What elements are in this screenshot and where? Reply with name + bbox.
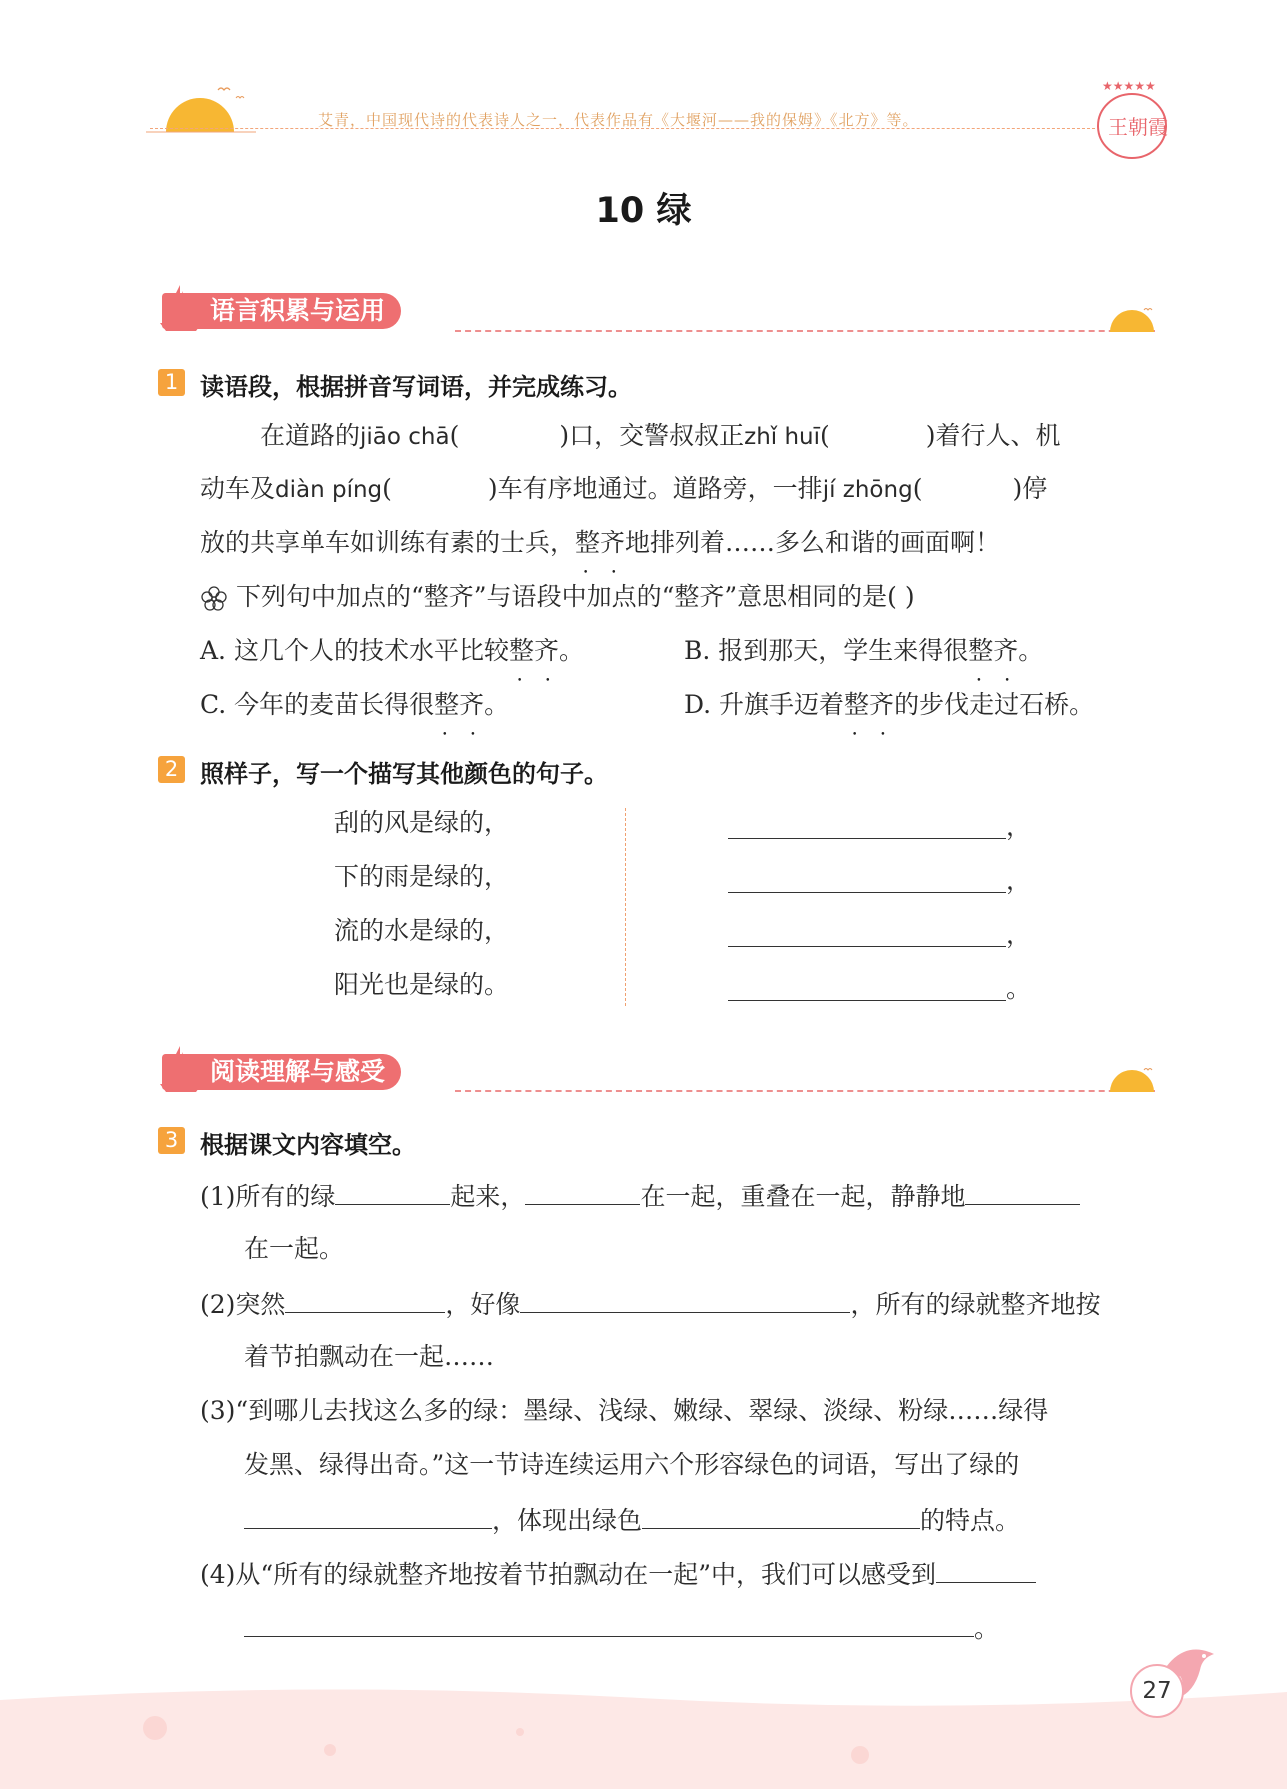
small-sun-icon [1104, 302, 1162, 336]
fill-item-1-cont: 在一起。 [244, 1234, 345, 1263]
svg-text:王朝霞: 王朝霞 [1108, 115, 1168, 139]
answer-punct: ， [1006, 866, 1032, 895]
answer-blank[interactable] [525, 1178, 640, 1205]
question-title: 根据课文内容填空。 [200, 1131, 416, 1159]
svg-text:★★★★★: ★★★★★ [1102, 79, 1156, 93]
option-a[interactable]: A. 这几个人的技术水平比较整齐 • •。 [200, 634, 584, 668]
answer-blank[interactable] [936, 1556, 1036, 1583]
paragraph-line-3: 放的共享单车如训练有素的士兵，整齐 • •地排列着……多么和谐的画面啊！ [200, 526, 1000, 560]
emphasis-word: 整齐 • • [575, 528, 625, 557]
option-c[interactable]: C. 今年的麦苗长得很整齐 • •。 [200, 688, 509, 722]
fill-item-3-cont: 发黑、绿得出奇。”这一节诗连续运用六个形容绿色的词语，写出了绿的 [244, 1450, 1020, 1479]
answer-punct: ， [1006, 812, 1032, 841]
small-sun-icon [1104, 1062, 1162, 1096]
paragraph-line-2: 动车及diàn píng( )车有序地通过。道路旁，一排jí zhōng( )停 [200, 474, 1048, 503]
sub-question: 下列句中加点的“整齐”与语段中加点的“整齐”意思相同的是( ) [236, 582, 915, 611]
teacher-seal-logo [1092, 78, 1172, 168]
paragraph-line-1: 在道路的jiāo chā( )口，交警叔叔正zhǐ huī( )着行人、机 [260, 421, 1061, 450]
section-banner-reading: 阅读理解与感受 [162, 1054, 401, 1090]
answer-blank[interactable] [244, 1502, 492, 1529]
lesson-title: 10 绿 [595, 191, 692, 231]
question-title: 读语段，根据拼音写词语，并完成练习。 [200, 373, 632, 401]
sunset-decoration [138, 78, 258, 138]
flower-icon [200, 585, 228, 613]
answer-line[interactable] [728, 892, 1006, 893]
fill-item-4-cont: 。 [244, 1610, 999, 1646]
example-line: 流的水是绿的， [334, 916, 510, 945]
question-number: 1 [158, 369, 185, 396]
answer-blank[interactable] [965, 1178, 1080, 1205]
section-rule [455, 1090, 1155, 1092]
answer-punct: ， [1006, 920, 1032, 949]
fill-item-1: (1)所有的绿 起来， 在一起，重叠在一起，静静地 [200, 1178, 1080, 1214]
section-rule [455, 330, 1155, 332]
fill-item-3-cont2: ，体现出绿色 的特点。 [244, 1502, 1020, 1538]
footer-wave-decoration [0, 1680, 1287, 1789]
fill-item-2-cont: 着节拍飘动在一起…… [244, 1342, 495, 1371]
option-d[interactable]: D. 升旗手迈着整齐 • •的步伐走过石桥。 [684, 688, 1094, 722]
page-number: 27 [1130, 1664, 1184, 1718]
answer-blank[interactable] [335, 1178, 450, 1205]
question-number: 2 [158, 756, 185, 783]
fill-item-4: (4)从“所有的绿就整齐地按着节拍飘动在一起”中，我们可以感受到 [200, 1556, 1036, 1592]
example-line: 刮的风是绿的， [334, 808, 510, 837]
answer-line[interactable] [728, 1000, 1006, 1001]
question-title: 照样子，写一个描写其他颜色的句子。 [200, 760, 608, 788]
section-banner-language: 语言积累与运用 [162, 293, 401, 329]
answer-line[interactable] [728, 838, 1006, 839]
answer-blank[interactable] [285, 1286, 445, 1313]
author-intro: 艾青，中国现代诗的代表诗人之一，代表作品有《大堰河——我的保姆》《北方》等。 [318, 111, 919, 129]
answer-line[interactable] [728, 946, 1006, 947]
dashed-divider [625, 808, 626, 1006]
answer-blank[interactable] [642, 1502, 920, 1529]
option-b[interactable]: B. 报到那天，学生来得很整齐 • •。 [684, 634, 1043, 668]
answer-punct: 。 [1006, 974, 1032, 1003]
example-line: 阳光也是绿的。 [334, 970, 510, 999]
fill-item-2: (2)突然 ，好像 ，所有的绿就整齐地按 [200, 1286, 1100, 1322]
fill-item-3: (3)“到哪儿去找这么多的绿：墨绿、浅绿、嫩绿、翠绿、淡绿、粉绿……绿得 [200, 1396, 1049, 1425]
example-line: 下的雨是绿的， [334, 862, 510, 891]
answer-blank[interactable] [244, 1610, 974, 1637]
answer-blank[interactable] [520, 1286, 850, 1313]
question-number: 3 [158, 1127, 185, 1154]
